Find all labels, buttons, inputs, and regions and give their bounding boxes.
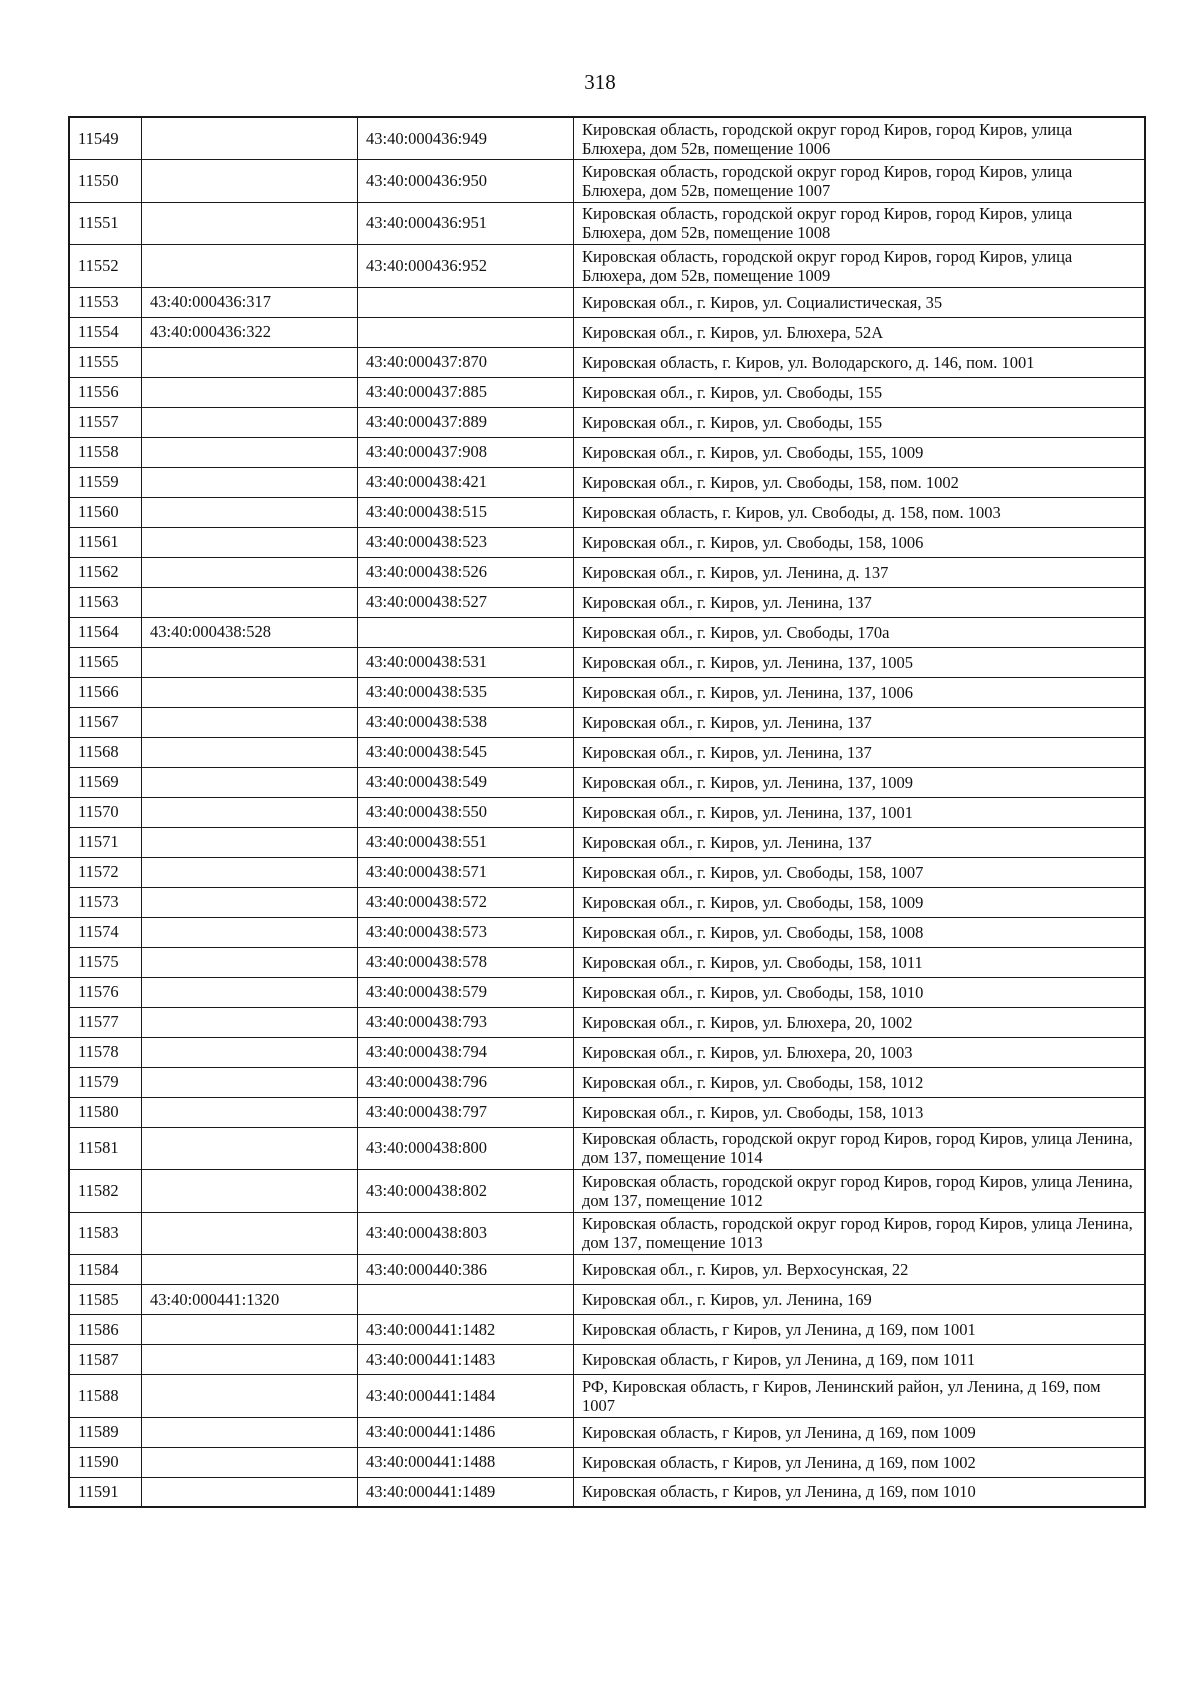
- address-cell: Кировская обл., г. Киров, ул. Свободы, 155: [574, 377, 1146, 407]
- row-number-cell: 11549: [69, 117, 142, 160]
- room-cadastral-number-cell: 43:40:000438:531: [358, 647, 574, 677]
- cadastral-number-cell: [142, 160, 358, 203]
- address-cell: Кировская обл., г. Киров, ул. Блюхера, 20, 1002: [574, 1007, 1146, 1037]
- room-cadastral-number-cell: 43:40:000436:949: [358, 117, 574, 160]
- table-row: [69, 287, 1145, 317]
- cadastral-number-cell: [142, 437, 358, 467]
- cadastral-number-cell: [142, 1067, 358, 1097]
- cadastral-number-cell: [142, 1007, 358, 1037]
- cadastral-number-cell: [142, 767, 358, 797]
- table-row: [69, 160, 1145, 203]
- room-cadastral-number-cell: 43:40:000438:796: [358, 1067, 574, 1097]
- cadastral-number-cell: [142, 202, 358, 245]
- table-row: [69, 377, 1145, 407]
- cadastral-number-cell: [142, 245, 358, 288]
- room-cadastral-number-cell: 43:40:000437:870: [358, 347, 574, 377]
- address-cell: Кировская обл., г. Киров, ул. Ленина, 137, 1009: [574, 767, 1146, 797]
- cadastral-number-cell: [142, 977, 358, 1007]
- cadastral-number-cell: [142, 527, 358, 557]
- room-cadastral-number-cell: 43:40:000438:545: [358, 737, 574, 767]
- cadastral-number-cell: [142, 647, 358, 677]
- table-row: [69, 977, 1145, 1007]
- address-cell: Кировская обл., г. Киров, ул. Социалистическая, 35: [574, 287, 1146, 317]
- table-row: [69, 1477, 1145, 1507]
- row-number-cell: 11557: [69, 407, 142, 437]
- room-cadastral-number-cell: 43:40:000438:573: [358, 917, 574, 947]
- row-number-cell: 11581: [69, 1127, 142, 1170]
- address-cell: Кировская обл., г. Киров, ул. Ленина, 137: [574, 827, 1146, 857]
- row-number-cell: 11565: [69, 647, 142, 677]
- room-cadastral-number-cell: 43:40:000436:950: [358, 160, 574, 203]
- room-cadastral-number-cell: 43:40:000438:527: [358, 587, 574, 617]
- row-number-cell: 11573: [69, 887, 142, 917]
- row-number-cell: 11588: [69, 1375, 142, 1418]
- page-number: 318: [584, 70, 616, 94]
- row-number-cell: 11550: [69, 160, 142, 203]
- room-cadastral-number-cell: 43:40:000438:526: [358, 557, 574, 587]
- row-number-cell: 11564: [69, 617, 142, 647]
- table-row: [69, 1037, 1145, 1067]
- table-row: [69, 1097, 1145, 1127]
- row-number-cell: 11574: [69, 917, 142, 947]
- table-row: [69, 767, 1145, 797]
- table-row: [69, 647, 1145, 677]
- cadastral-number-cell: [142, 117, 358, 160]
- address-cell: Кировская обл., г. Киров, ул. Ленина, д. 137: [574, 557, 1146, 587]
- table-row: [69, 1447, 1145, 1477]
- row-number-cell: 11571: [69, 827, 142, 857]
- table-row: [69, 407, 1145, 437]
- room-cadastral-number-cell: 43:40:000438:802: [358, 1170, 574, 1213]
- cadastral-number-cell: [142, 1315, 358, 1345]
- row-number-cell: 11586: [69, 1315, 142, 1345]
- address-cell: Кировская обл., г. Киров, ул. Блюхера, 52А: [574, 317, 1146, 347]
- cadastral-number-cell: [142, 407, 358, 437]
- address-cell: Кировская обл., г. Киров, ул. Свободы, 170а: [574, 617, 1146, 647]
- table-row: [69, 527, 1145, 557]
- table-row: [69, 617, 1145, 647]
- table-row: [69, 497, 1145, 527]
- room-cadastral-number-cell: 43:40:000438:551: [358, 827, 574, 857]
- cadastral-number-cell: 43:40:000436:322: [142, 317, 358, 347]
- address-cell: Кировская область, городской округ город Киров, город Киров, улица Блюхера, дом 52в, помещение 1008: [574, 202, 1146, 245]
- address-cell: Кировская обл., г. Киров, ул. Ленина, 137, 1006: [574, 677, 1146, 707]
- row-number-cell: 11570: [69, 797, 142, 827]
- cadastral-number-cell: [142, 347, 358, 377]
- room-cadastral-number-cell: 43:40:000441:1486: [358, 1417, 574, 1447]
- row-number-cell: 11589: [69, 1417, 142, 1447]
- address-cell: Кировская обл., г. Киров, ул. Свободы, 158, 1012: [574, 1067, 1146, 1097]
- address-cell: Кировская область, городской округ город Киров, город Киров, улица Ленина, дом 137, помещение 1014: [574, 1127, 1146, 1170]
- address-cell: Кировская область, городской округ город Киров, город Киров, улица Ленина, дом 137, помещение 1012: [574, 1170, 1146, 1213]
- address-cell: Кировская область, городской округ город Киров, город Киров, улица Блюхера, дом 52в, помещение 1009: [574, 245, 1146, 288]
- address-cell: Кировская обл., г. Киров, ул. Свободы, 158, 1013: [574, 1097, 1146, 1127]
- room-cadastral-number-cell: 43:40:000438:793: [358, 1007, 574, 1037]
- room-cadastral-number-cell: [358, 287, 574, 317]
- address-cell: Кировская обл., г. Киров, ул. Верхосунская, 22: [574, 1255, 1146, 1285]
- room-cadastral-number-cell: 43:40:000438:538: [358, 707, 574, 737]
- row-number-cell: 11554: [69, 317, 142, 347]
- table-row: [69, 1212, 1145, 1255]
- table-row: [69, 1345, 1145, 1375]
- row-number-cell: 11575: [69, 947, 142, 977]
- cadastral-number-cell: [142, 1097, 358, 1127]
- room-cadastral-number-cell: 43:40:000437:889: [358, 407, 574, 437]
- table-row: [69, 117, 1145, 160]
- cadastral-number-cell: [142, 947, 358, 977]
- address-cell: Кировская обл., г. Киров, ул. Свободы, 158, 1006: [574, 527, 1146, 557]
- registry-table-body: [69, 117, 1145, 1507]
- address-cell: Кировская обл., г. Киров, ул. Свободы, 155: [574, 407, 1146, 437]
- table-row: [69, 1127, 1145, 1170]
- cadastral-number-cell: [142, 377, 358, 407]
- cadastral-number-cell: [142, 1212, 358, 1255]
- row-number-cell: 11562: [69, 557, 142, 587]
- address-cell: Кировская обл., г. Киров, ул. Ленина, 137, 1001: [574, 797, 1146, 827]
- room-cadastral-number-cell: 43:40:000438:549: [358, 767, 574, 797]
- address-cell: Кировская обл., г. Киров, ул. Свободы, 158, 1008: [574, 917, 1146, 947]
- table-row: [69, 317, 1145, 347]
- cadastral-number-cell: [142, 1170, 358, 1213]
- row-number-cell: 11587: [69, 1345, 142, 1375]
- table-row: [69, 1067, 1145, 1097]
- row-number-cell: 11572: [69, 857, 142, 887]
- address-cell: Кировская обл., г. Киров, ул. Свободы, 158, 1007: [574, 857, 1146, 887]
- room-cadastral-number-cell: 43:40:000438:571: [358, 857, 574, 887]
- cadastral-number-cell: [142, 1447, 358, 1477]
- row-number-cell: 11582: [69, 1170, 142, 1213]
- row-number-cell: 11591: [69, 1477, 142, 1507]
- address-cell: Кировская область, г Киров, ул Ленина, д 169, пом 1009: [574, 1417, 1146, 1447]
- table-row: [69, 857, 1145, 887]
- row-number-cell: 11578: [69, 1037, 142, 1067]
- table-row: [69, 677, 1145, 707]
- cadastral-number-cell: [142, 497, 358, 527]
- cadastral-number-cell: 43:40:000436:317: [142, 287, 358, 317]
- row-number-cell: 11583: [69, 1212, 142, 1255]
- row-number-cell: 11567: [69, 707, 142, 737]
- room-cadastral-number-cell: 43:40:000437:885: [358, 377, 574, 407]
- address-cell: Кировская обл., г. Киров, ул. Свободы, 158, 1010: [574, 977, 1146, 1007]
- table-row: [69, 947, 1145, 977]
- table-row: [69, 1417, 1145, 1447]
- table-row: [69, 737, 1145, 767]
- cadastral-number-cell: 43:40:000438:528: [142, 617, 358, 647]
- table-row: [69, 1007, 1145, 1037]
- row-number-cell: 11569: [69, 767, 142, 797]
- room-cadastral-number-cell: 43:40:000440:386: [358, 1255, 574, 1285]
- room-cadastral-number-cell: 43:40:000438:800: [358, 1127, 574, 1170]
- table-row: [69, 437, 1145, 467]
- address-cell: Кировская обл., г. Киров, ул. Свободы, 158, 1011: [574, 947, 1146, 977]
- row-number-cell: 11558: [69, 437, 142, 467]
- row-number-cell: 11576: [69, 977, 142, 1007]
- row-number-cell: 11590: [69, 1447, 142, 1477]
- room-cadastral-number-cell: 43:40:000438:421: [358, 467, 574, 497]
- row-number-cell: 11579: [69, 1067, 142, 1097]
- row-number-cell: 11559: [69, 467, 142, 497]
- room-cadastral-number-cell: [358, 1285, 574, 1315]
- address-cell: Кировская область, г. Киров, ул. Свободы, д. 158, пом. 1003: [574, 497, 1146, 527]
- address-cell: РФ, Кировская область, г Киров, Ленинский район, ул Ленина, д 169, пом 1007: [574, 1375, 1146, 1418]
- table-row: [69, 557, 1145, 587]
- room-cadastral-number-cell: 43:40:000438:578: [358, 947, 574, 977]
- address-cell: Кировская обл., г. Киров, ул. Блюхера, 20, 1003: [574, 1037, 1146, 1067]
- table-row: [69, 1255, 1145, 1285]
- cadastral-number-cell: [142, 677, 358, 707]
- room-cadastral-number-cell: 43:40:000441:1482: [358, 1315, 574, 1345]
- row-number-cell: 11556: [69, 377, 142, 407]
- table-row: [69, 1170, 1145, 1213]
- address-cell: Кировская область, городской округ город Киров, город Киров, улица Блюхера, дом 52в, помещение 1007: [574, 160, 1146, 203]
- table-row: [69, 827, 1145, 857]
- cadastral-number-cell: [142, 1375, 358, 1418]
- row-number-cell: 11561: [69, 527, 142, 557]
- address-cell: Кировская обл., г. Киров, ул. Свободы, 155, 1009: [574, 437, 1146, 467]
- row-number-cell: 11560: [69, 497, 142, 527]
- address-cell: Кировская обл., г. Киров, ул. Ленина, 169: [574, 1285, 1146, 1315]
- row-number-cell: 11580: [69, 1097, 142, 1127]
- cadastral-number-cell: [142, 1417, 358, 1447]
- table-row: [69, 467, 1145, 497]
- address-cell: Кировская область, городской округ город Киров, город Киров, улица Блюхера, дом 52в, помещение 1006: [574, 117, 1146, 160]
- cadastral-number-cell: [142, 737, 358, 767]
- room-cadastral-number-cell: 43:40:000438:794: [358, 1037, 574, 1067]
- row-number-cell: 11552: [69, 245, 142, 288]
- cadastral-number-cell: [142, 827, 358, 857]
- address-cell: Кировская область, г Киров, ул Ленина, д 169, пом 1002: [574, 1447, 1146, 1477]
- row-number-cell: 11584: [69, 1255, 142, 1285]
- cadastral-number-cell: [142, 1127, 358, 1170]
- row-number-cell: 11566: [69, 677, 142, 707]
- table-row: [69, 707, 1145, 737]
- address-cell: Кировская обл., г. Киров, ул. Свободы, 158, пом. 1002: [574, 467, 1146, 497]
- address-cell: Кировская область, г. Киров, ул. Володарского, д. 146, пом. 1001: [574, 347, 1146, 377]
- table-row: [69, 797, 1145, 827]
- table-row: [69, 202, 1145, 245]
- address-cell: Кировская обл., г. Киров, ул. Ленина, 137, 1005: [574, 647, 1146, 677]
- table-row: [69, 1285, 1145, 1315]
- room-cadastral-number-cell: 43:40:000441:1483: [358, 1345, 574, 1375]
- room-cadastral-number-cell: 43:40:000438:523: [358, 527, 574, 557]
- table-row: [69, 347, 1145, 377]
- cadastral-number-cell: [142, 797, 358, 827]
- row-number-cell: 11577: [69, 1007, 142, 1037]
- cadastral-number-cell: [142, 1255, 358, 1285]
- room-cadastral-number-cell: 43:40:000438:579: [358, 977, 574, 1007]
- address-cell: Кировская обл., г. Киров, ул. Ленина, 137: [574, 737, 1146, 767]
- table-row: [69, 887, 1145, 917]
- room-cadastral-number-cell: 43:40:000438:572: [358, 887, 574, 917]
- cadastral-number-cell: [142, 557, 358, 587]
- cadastral-number-cell: [142, 857, 358, 887]
- room-cadastral-number-cell: 43:40:000438:515: [358, 497, 574, 527]
- table-row: [69, 587, 1145, 617]
- cadastral-number-cell: [142, 467, 358, 497]
- room-cadastral-number-cell: 43:40:000438:803: [358, 1212, 574, 1255]
- registry-table: [68, 116, 1146, 1508]
- table-row: [69, 1375, 1145, 1418]
- room-cadastral-number-cell: [358, 617, 574, 647]
- row-number-cell: 11568: [69, 737, 142, 767]
- row-number-cell: 11585: [69, 1285, 142, 1315]
- room-cadastral-number-cell: 43:40:000436:951: [358, 202, 574, 245]
- cadastral-number-cell: [142, 707, 358, 737]
- table-row: [69, 245, 1145, 288]
- row-number-cell: 11553: [69, 287, 142, 317]
- cadastral-number-cell: [142, 1037, 358, 1067]
- room-cadastral-number-cell: 43:40:000438:535: [358, 677, 574, 707]
- row-number-cell: 11563: [69, 587, 142, 617]
- row-number-cell: 11551: [69, 202, 142, 245]
- address-cell: Кировская обл., г. Киров, ул. Ленина, 137: [574, 587, 1146, 617]
- room-cadastral-number-cell: 43:40:000438:550: [358, 797, 574, 827]
- address-cell: Кировская обл., г. Киров, ул. Ленина, 137: [574, 707, 1146, 737]
- room-cadastral-number-cell: 43:40:000437:908: [358, 437, 574, 467]
- cadastral-number-cell: 43:40:000441:1320: [142, 1285, 358, 1315]
- row-number-cell: 11555: [69, 347, 142, 377]
- room-cadastral-number-cell: 43:40:000436:952: [358, 245, 574, 288]
- room-cadastral-number-cell: 43:40:000441:1484: [358, 1375, 574, 1418]
- cadastral-number-cell: [142, 587, 358, 617]
- address-cell: Кировская область, г Киров, ул Ленина, д 169, пом 1001: [574, 1315, 1146, 1345]
- room-cadastral-number-cell: [358, 317, 574, 347]
- room-cadastral-number-cell: 43:40:000441:1488: [358, 1447, 574, 1477]
- room-cadastral-number-cell: 43:40:000441:1489: [358, 1477, 574, 1507]
- cadastral-number-cell: [142, 887, 358, 917]
- address-cell: Кировская область, г Киров, ул Ленина, д 169, пом 1011: [574, 1345, 1146, 1375]
- table-row: [69, 917, 1145, 947]
- table-row: [69, 1315, 1145, 1345]
- address-cell: Кировская область, г Киров, ул Ленина, д 169, пом 1010: [574, 1477, 1146, 1507]
- cadastral-number-cell: [142, 1477, 358, 1507]
- cadastral-number-cell: [142, 1345, 358, 1375]
- address-cell: Кировская область, городской округ город Киров, город Киров, улица Ленина, дом 137, помещение 1013: [574, 1212, 1146, 1255]
- cadastral-number-cell: [142, 917, 358, 947]
- room-cadastral-number-cell: 43:40:000438:797: [358, 1097, 574, 1127]
- address-cell: Кировская обл., г. Киров, ул. Свободы, 158, 1009: [574, 887, 1146, 917]
